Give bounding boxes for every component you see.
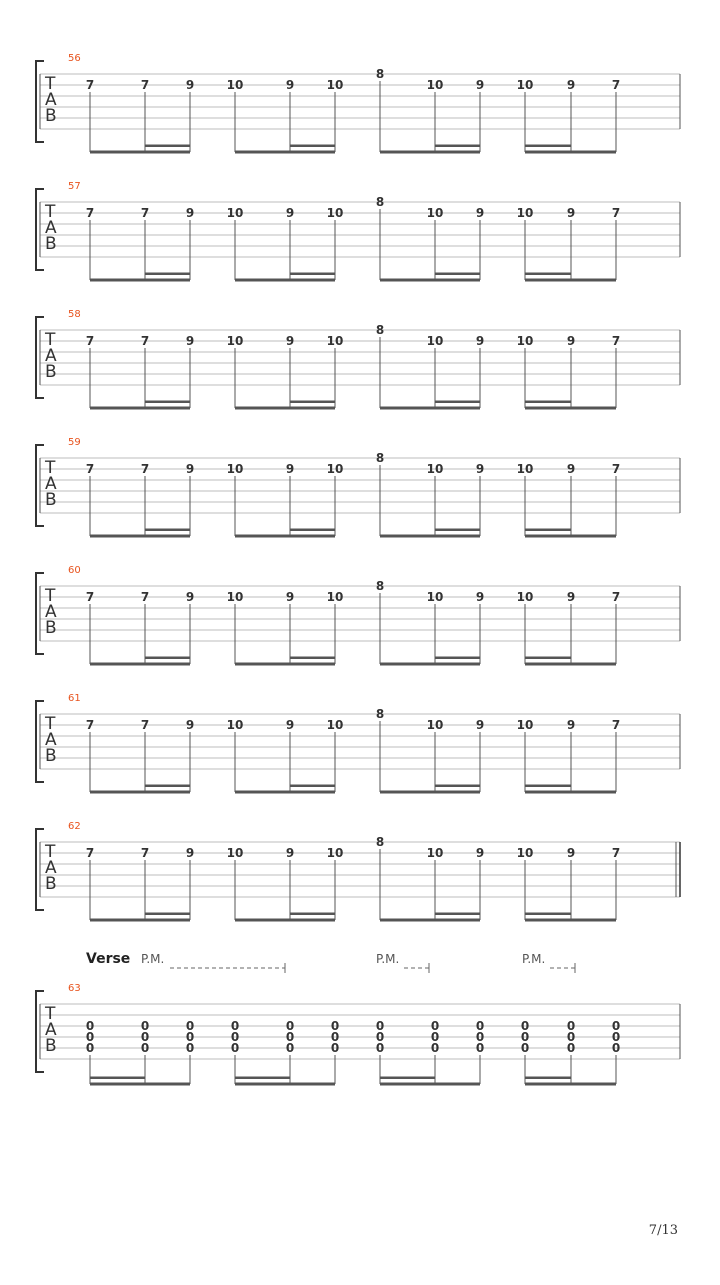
- fret-number: 9: [185, 462, 195, 476]
- fret-number: 10: [326, 334, 344, 348]
- secondary-beam: [290, 401, 335, 404]
- fret-number: 7: [611, 590, 621, 604]
- fret-number: 10: [426, 846, 444, 860]
- fret-number: 10: [226, 206, 244, 220]
- fret-number: 0: [566, 1030, 576, 1044]
- primary-beam: [380, 407, 480, 410]
- primary-beam: [380, 1083, 480, 1086]
- fret-number: 9: [475, 590, 485, 604]
- fret-number: 7: [85, 462, 95, 476]
- fret-number: 0: [475, 1019, 485, 1033]
- secondary-beam: [435, 273, 480, 276]
- secondary-beam: [145, 145, 190, 148]
- primary-beam: [525, 791, 616, 794]
- secondary-beam: [380, 1077, 435, 1080]
- primary-beam: [380, 535, 480, 538]
- secondary-beam: [525, 401, 571, 404]
- fret-number: 7: [140, 590, 150, 604]
- fret-number: 0: [611, 1019, 621, 1033]
- fret-number: 9: [566, 846, 576, 860]
- fret-number: 0: [230, 1030, 240, 1044]
- fret-number: 10: [426, 462, 444, 476]
- tab-clef-letter: T: [45, 458, 56, 478]
- measure-number: 56: [68, 53, 81, 64]
- fret-number: 0: [611, 1030, 621, 1044]
- fret-number: 9: [285, 590, 295, 604]
- fret-number: 9: [475, 718, 485, 732]
- fret-number: 8: [375, 451, 385, 465]
- secondary-beam: [290, 657, 335, 660]
- secondary-beam: [145, 401, 190, 404]
- primary-beam: [380, 791, 480, 794]
- secondary-beam: [145, 273, 190, 276]
- measure-number: 60: [68, 565, 81, 576]
- fret-number: 0: [85, 1019, 95, 1033]
- fret-number: 10: [226, 334, 244, 348]
- measure-number: 57: [68, 181, 81, 192]
- tab-clef-letter: A: [45, 730, 57, 750]
- fret-number: 7: [611, 462, 621, 476]
- primary-beam: [90, 151, 190, 154]
- secondary-beam: [435, 145, 480, 148]
- fret-number: 10: [426, 590, 444, 604]
- fret-number: 8: [375, 323, 385, 337]
- fret-number: 0: [185, 1041, 195, 1055]
- secondary-beam: [525, 273, 571, 276]
- fret-number: 0: [520, 1030, 530, 1044]
- measure-number: 63: [68, 983, 81, 994]
- fret-number: 9: [566, 590, 576, 604]
- primary-beam: [90, 535, 190, 538]
- fret-number: 10: [426, 334, 444, 348]
- primary-beam: [235, 279, 335, 282]
- fret-number: 10: [326, 846, 344, 860]
- fret-number: 9: [566, 78, 576, 92]
- fret-number: 0: [85, 1030, 95, 1044]
- fret-number: 8: [375, 195, 385, 209]
- fret-number: 10: [326, 590, 344, 604]
- fret-number: 10: [326, 462, 344, 476]
- primary-beam: [235, 791, 335, 794]
- secondary-beam: [290, 529, 335, 532]
- fret-number: 0: [475, 1041, 485, 1055]
- tab-clef-letter: B: [45, 490, 57, 510]
- fret-number: 10: [516, 462, 534, 476]
- fret-number: 0: [520, 1019, 530, 1033]
- fret-number: 7: [140, 206, 150, 220]
- fret-number: 0: [520, 1041, 530, 1055]
- tab-clef-letter: T: [45, 1004, 56, 1024]
- fret-number: 0: [330, 1019, 340, 1033]
- primary-beam: [525, 151, 616, 154]
- fret-number: 9: [566, 334, 576, 348]
- fret-number: 9: [185, 846, 195, 860]
- fret-number: 7: [85, 590, 95, 604]
- fret-number: 7: [140, 334, 150, 348]
- fret-number: 10: [226, 846, 244, 860]
- fret-number: 0: [375, 1030, 385, 1044]
- tab-clef-letter: A: [45, 218, 57, 238]
- fret-number: 9: [285, 206, 295, 220]
- tab-clef-letter: B: [45, 618, 57, 638]
- fret-number: 0: [85, 1041, 95, 1055]
- primary-beam: [525, 279, 616, 282]
- fret-number: 9: [566, 718, 576, 732]
- fret-number: 10: [226, 718, 244, 732]
- fret-number: 7: [140, 718, 150, 732]
- fret-number: 0: [285, 1041, 295, 1055]
- fret-number: 0: [230, 1041, 240, 1055]
- tab-clef-letter: A: [45, 346, 57, 366]
- secondary-beam: [145, 785, 190, 788]
- primary-beam: [525, 407, 616, 410]
- fret-number: 7: [140, 78, 150, 92]
- tab-clef-letter: B: [45, 1036, 57, 1056]
- fret-number: 9: [185, 334, 195, 348]
- secondary-beam: [435, 401, 480, 404]
- primary-beam: [525, 1083, 616, 1086]
- fret-number: 8: [375, 707, 385, 721]
- fret-number: 10: [426, 718, 444, 732]
- fret-number: 7: [85, 78, 95, 92]
- fret-number: 9: [475, 462, 485, 476]
- fret-number: 10: [226, 462, 244, 476]
- fret-number: 10: [326, 718, 344, 732]
- fret-number: 7: [140, 462, 150, 476]
- fret-number: 8: [375, 579, 385, 593]
- fret-number: 0: [375, 1041, 385, 1055]
- fret-number: 7: [140, 846, 150, 860]
- fret-number: 0: [140, 1030, 150, 1044]
- tab-clef-letter: T: [45, 714, 56, 734]
- tab-clef-letter: T: [45, 586, 56, 606]
- fret-number: 7: [85, 206, 95, 220]
- fret-number: 9: [285, 718, 295, 732]
- fret-number: 10: [326, 78, 344, 92]
- primary-beam: [90, 663, 190, 666]
- fret-number: 8: [375, 67, 385, 81]
- secondary-beam: [525, 657, 571, 660]
- secondary-beam: [525, 785, 571, 788]
- primary-beam: [525, 663, 616, 666]
- secondary-beam: [290, 273, 335, 276]
- section-label: Verse: [86, 951, 131, 967]
- fret-number: 0: [566, 1041, 576, 1055]
- tab-clef-letter: B: [45, 746, 57, 766]
- fret-number: 0: [185, 1019, 195, 1033]
- fret-number: 0: [140, 1041, 150, 1055]
- fret-number: 10: [516, 718, 534, 732]
- fret-number: 9: [185, 718, 195, 732]
- fret-number: 9: [185, 590, 195, 604]
- fret-number: 0: [285, 1019, 295, 1033]
- fret-number: 0: [140, 1019, 150, 1033]
- tab-clef-letter: A: [45, 858, 57, 878]
- fret-number: 10: [516, 78, 534, 92]
- fret-number: 10: [516, 334, 534, 348]
- tab-clef-letter: B: [45, 106, 57, 126]
- fret-number: 0: [430, 1041, 440, 1055]
- secondary-beam: [145, 529, 190, 532]
- fret-number: 9: [185, 78, 195, 92]
- fret-number: 9: [475, 846, 485, 860]
- tab-clef-letter: B: [45, 234, 57, 254]
- fret-number: 7: [611, 718, 621, 732]
- fret-number: 9: [475, 78, 485, 92]
- measure-number: 59: [68, 437, 81, 448]
- secondary-beam: [525, 913, 571, 916]
- fret-number: 0: [285, 1030, 295, 1044]
- fret-number: 7: [611, 78, 621, 92]
- fret-number: 9: [285, 334, 295, 348]
- palm-mute-label: P.M.: [141, 952, 165, 966]
- tab-clef-letter: T: [45, 74, 56, 94]
- secondary-beam: [290, 785, 335, 788]
- fret-number: 0: [475, 1030, 485, 1044]
- fret-number: 0: [611, 1041, 621, 1055]
- fret-number: 9: [566, 462, 576, 476]
- primary-beam: [90, 407, 190, 410]
- fret-number: 7: [85, 334, 95, 348]
- tab-clef-letter: A: [45, 474, 57, 494]
- fret-number: 9: [475, 206, 485, 220]
- measure-number: 58: [68, 309, 81, 320]
- tab-clef-letter: A: [45, 1020, 57, 1040]
- primary-beam: [380, 663, 480, 666]
- measure-number: 61: [68, 693, 81, 704]
- secondary-beam: [435, 913, 480, 916]
- fret-number: 10: [516, 846, 534, 860]
- primary-beam: [235, 1083, 335, 1086]
- primary-beam: [525, 535, 616, 538]
- fret-number: 10: [326, 206, 344, 220]
- primary-beam: [380, 151, 480, 154]
- fret-number: 9: [475, 334, 485, 348]
- palm-mute-label: P.M.: [522, 952, 546, 966]
- secondary-beam: [145, 913, 190, 916]
- secondary-beam: [525, 145, 571, 148]
- primary-beam: [380, 279, 480, 282]
- fret-number: 9: [285, 846, 295, 860]
- fret-number: 10: [226, 590, 244, 604]
- secondary-beam: [525, 1077, 571, 1080]
- primary-beam: [90, 919, 190, 922]
- fret-number: 9: [566, 206, 576, 220]
- primary-beam: [235, 663, 335, 666]
- fret-number: 0: [430, 1030, 440, 1044]
- fret-number: 0: [430, 1019, 440, 1033]
- secondary-beam: [290, 145, 335, 148]
- primary-beam: [90, 1083, 190, 1086]
- fret-number: 10: [516, 590, 534, 604]
- tab-clef-letter: A: [45, 602, 57, 622]
- primary-beam: [235, 535, 335, 538]
- primary-beam: [380, 919, 480, 922]
- secondary-beam: [290, 913, 335, 916]
- fret-number: 10: [426, 206, 444, 220]
- page-indicator-text: 7/13: [648, 1223, 678, 1238]
- fret-number: 7: [611, 846, 621, 860]
- primary-beam: [90, 279, 190, 282]
- tab-clef-letter: B: [45, 874, 57, 894]
- secondary-beam: [525, 529, 571, 532]
- primary-beam: [235, 407, 335, 410]
- tab-clef-letter: A: [45, 90, 57, 110]
- secondary-beam: [145, 657, 190, 660]
- primary-beam: [525, 919, 616, 922]
- primary-beam: [235, 919, 335, 922]
- fret-number: 0: [566, 1019, 576, 1033]
- fret-number: 10: [426, 78, 444, 92]
- secondary-beam: [435, 529, 480, 532]
- fret-number: 0: [375, 1019, 385, 1033]
- tab-clef-letter: T: [45, 330, 56, 350]
- secondary-beam: [435, 657, 480, 660]
- tab-clef-letter: T: [45, 842, 56, 862]
- fret-number: 8: [375, 835, 385, 849]
- primary-beam: [235, 151, 335, 154]
- primary-beam: [90, 791, 190, 794]
- fret-number: 0: [230, 1019, 240, 1033]
- fret-number: 7: [611, 206, 621, 220]
- secondary-beam: [90, 1077, 145, 1080]
- fret-number: 7: [85, 846, 95, 860]
- tab-clef-letter: B: [45, 362, 57, 382]
- fret-number: 7: [85, 718, 95, 732]
- fret-number: 9: [185, 206, 195, 220]
- fret-number: 9: [285, 462, 295, 476]
- tab-clef-letter: T: [45, 202, 56, 222]
- palm-mute-label: P.M.: [376, 952, 400, 966]
- fret-number: 0: [185, 1030, 195, 1044]
- fret-number: 9: [285, 78, 295, 92]
- fret-number: 0: [330, 1030, 340, 1044]
- secondary-beam: [235, 1077, 290, 1080]
- measure-number: 62: [68, 821, 81, 832]
- secondary-beam: [435, 785, 480, 788]
- fret-number: 7: [611, 334, 621, 348]
- fret-number: 10: [226, 78, 244, 92]
- fret-number: 0: [330, 1041, 340, 1055]
- fret-number: 10: [516, 206, 534, 220]
